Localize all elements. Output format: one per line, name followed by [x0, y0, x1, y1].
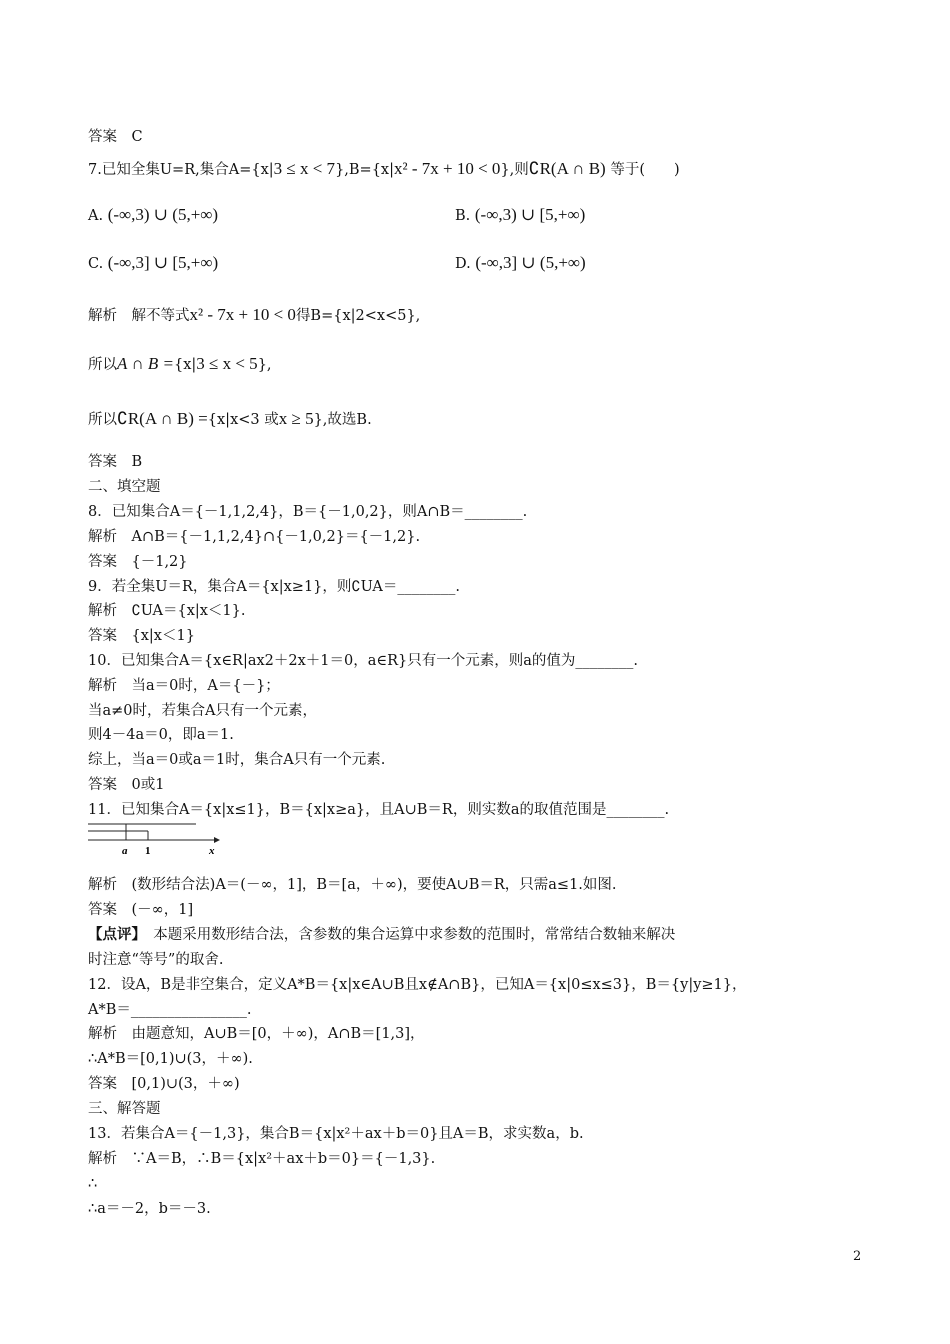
- solution-12-line-2: ∴A*B＝[0,1)∪(3，＋∞).: [88, 1051, 253, 1067]
- sol7-3-math-b: x ≥ 5: [278, 409, 314, 428]
- note-text-1: 本题采用数形结合法，含参数的集合运算中求参数的范围时，常常结合数轴来解决: [138, 927, 676, 943]
- question-7: [88, 159, 680, 180]
- q7-text-4: 等于( ): [610, 162, 680, 178]
- solution-8: 解析 A∩B＝{－1,1,2,4}∩{－1,0,2}＝{－1,2}.: [88, 529, 421, 545]
- q7-text-1: 7.已知全集U=R,集合A={x|: [88, 162, 274, 178]
- section-fill-in: 二、填空题: [88, 479, 161, 495]
- question-13: 13．若集合A＝{－1,3}，集合B＝{x|x²＋ax＋b＝0}且A＝B，求实数a，b.: [88, 1126, 584, 1142]
- option-b: [455, 205, 585, 226]
- option-c-label: C.: [88, 256, 104, 272]
- sol7-3-text: 所以: [88, 412, 117, 428]
- option-c-math: (-∞,3] ∪ [5,+∞): [107, 253, 219, 272]
- label-a: a: [122, 845, 128, 857]
- q7-text-2: },B={x|: [335, 162, 394, 178]
- note-line-2: 时注意“等号”的取舍.: [88, 952, 224, 968]
- solution-9: 解析 ∁UA＝{x|x＜1}.: [88, 603, 246, 619]
- solution-7-line-2: [88, 354, 272, 375]
- answer-10: 答案 0或1: [88, 777, 165, 793]
- question-10: 10．已知集合A＝{x∈R|ax2＋2x＋1＝0，a∈R}只有一个元素，则a的值为________.: [88, 653, 639, 669]
- note: [88, 925, 675, 945]
- option-a-label: A.: [88, 208, 104, 224]
- option-a: [88, 205, 218, 226]
- solution-10-line-2: 当a≠0时，若集合A只有一个元素，: [88, 703, 317, 719]
- label-x: x: [209, 845, 215, 857]
- solution-12-line-1: 解析 由题意知，A∪B＝[0，＋∞)，A∩B＝[1,3]，: [88, 1026, 425, 1042]
- option-d: [455, 253, 586, 274]
- question-12: 12．设A，B是非空集合，定义A*B＝{x|x∈A∪B且x∉A∩B}，已知A＝{x|0≤x≤3}，B＝{y|y≥1}，: [88, 977, 747, 993]
- axis-arrow: [214, 837, 220, 843]
- question-11: 11．已知集合A＝{x|x≤1}，B＝{x|x≥a}，且A∪B＝R，则实数a的取值范围是________.: [88, 802, 670, 818]
- q7-math-3: ∁R(A ∩ B): [528, 159, 606, 178]
- option-a-math: (-∞,3) ∪ (5,+∞): [107, 205, 219, 224]
- solution-7-line-3: [88, 409, 372, 430]
- q7-text-3: },则: [500, 162, 529, 178]
- option-d-math: (-∞,3] ∪ (5,+∞): [475, 253, 586, 272]
- sol7-3-text-b: {x|x<3 或: [207, 412, 279, 428]
- sol7-3-text-c: },故选B.: [313, 412, 372, 428]
- sol7-3-math: ∁R(A ∩ B) =: [117, 409, 208, 428]
- answer-11: 答案 (－∞，1]: [88, 902, 194, 918]
- solution-10-line-3: 则4－4a＝0，即a＝1.: [88, 727, 234, 743]
- sol7-1-text: 解析 解不等式: [88, 308, 190, 324]
- option-c: [88, 253, 218, 274]
- answer-7: 答案 B: [88, 454, 143, 470]
- question-12-line-2: A*B＝________________.: [88, 1002, 252, 1018]
- solution-7-line-1: [88, 305, 420, 326]
- solution-13-line-3: ∴a＝－2，b＝－3.: [88, 1201, 211, 1217]
- option-d-label: D.: [455, 256, 471, 272]
- q7-math-1: 3 ≤ x < 7: [273, 159, 336, 178]
- sol7-2-text: 所以: [88, 357, 117, 373]
- solution-10-line-1: 解析 当a＝0时，A＝{－}；: [88, 678, 280, 694]
- solution-10-line-4: 综上，当a＝0或a＝1时，集合A只有一个元素.: [88, 752, 386, 768]
- page-number: 2: [853, 1249, 862, 1264]
- answer-6: 答案 C: [88, 129, 143, 145]
- note-heading: 【点评】: [88, 926, 139, 943]
- sol7-2-text-c: },: [257, 357, 272, 373]
- answer-12: 答案 [0,1)∪(3，＋∞): [88, 1076, 240, 1092]
- answer-8: 答案 {－1,2}: [88, 554, 188, 570]
- sol7-2-math-b: 3 ≤ x < 5: [196, 354, 258, 373]
- q7-math-2: x² - 7x + 10 < 0: [394, 159, 501, 178]
- option-b-label: B.: [455, 208, 471, 224]
- solution-13-line-2: ∴: [88, 1176, 98, 1192]
- sol7-2-math: A ∩ B =: [117, 354, 174, 373]
- label-1: 1: [145, 845, 151, 857]
- section-solve: 三、解答题: [88, 1101, 161, 1117]
- question-9: 9．若全集U＝R，集合A＝{x|x≥1}，则∁UA＝________.: [88, 579, 460, 595]
- question-8: 8．已知集合A＝{－1,1,2,4}，B＝{－1,0,2}，则A∩B＝________.: [88, 504, 528, 520]
- answer-9: 答案 {x|x＜1}: [88, 628, 195, 644]
- option-b-math: (-∞,3) ∪ [5,+∞): [474, 205, 586, 224]
- solution-11: 解析 (数形结合法)A＝(－∞，1]，B＝[a，＋∞)，要使A∪B＝R，只需a≤1.如图.: [88, 877, 617, 893]
- sol7-1-math: x² - 7x + 10 < 0: [189, 305, 296, 324]
- sol7-1-text-b: 得B={x|2<x<5},: [295, 308, 421, 324]
- sol7-2-text-b: {x|: [173, 357, 197, 373]
- solution-13-line-1: 解析 ∵A＝B，∴B＝{x|x²＋ax＋b＝0}＝{－1,3}.: [88, 1151, 436, 1167]
- number-line-figure: [86, 820, 226, 858]
